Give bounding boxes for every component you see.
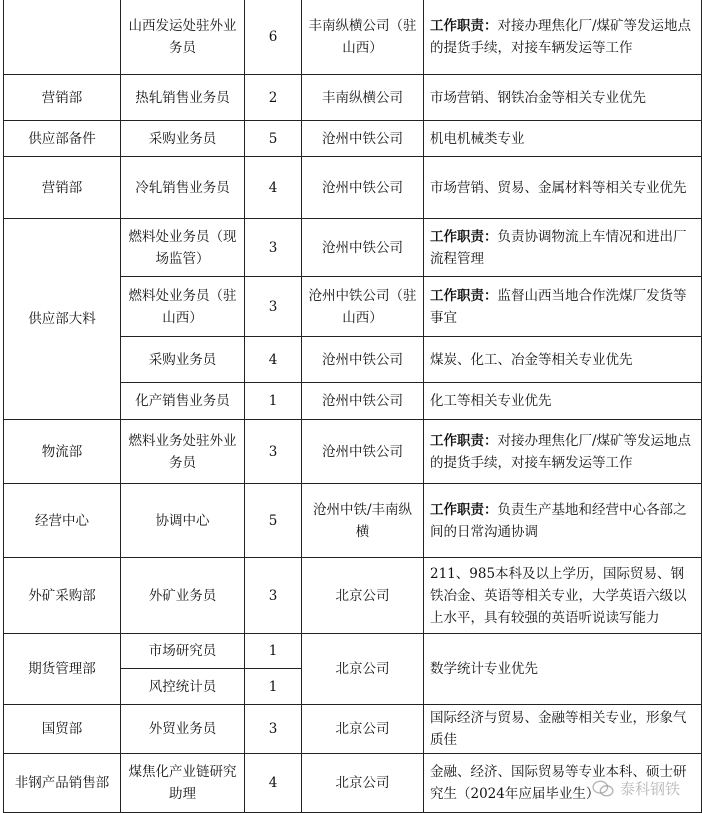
count-cell: 4	[245, 337, 302, 383]
dept-cell: 供应部备件	[4, 121, 121, 157]
position-cell: 外贸业务员	[121, 705, 245, 754]
requirement-cell: 化工等相关专业优先	[424, 383, 702, 420]
count-cell: 2	[245, 75, 302, 121]
count-cell: 3	[245, 277, 302, 337]
position-cell: 采购业务员	[121, 121, 245, 157]
table-row	[4, 219, 702, 277]
company-cell: 沧州中铁公司（驻山西）	[302, 277, 424, 337]
duty-label: 工作职责：	[430, 17, 498, 34]
count-cell: 3	[245, 705, 302, 754]
position-cell: 山西发运处驻外业务员	[121, 0, 245, 75]
position-cell: 采购业务员	[121, 337, 245, 383]
requirement-cell: 金融、经济、国际贸易等专业本科、硕士研究生（2024年应届毕业生）	[424, 754, 702, 813]
company-cell: 丰南纵横公司（驻山西）	[302, 0, 424, 75]
duty-label: 工作职责：	[430, 228, 498, 245]
requirement-text: 对接办理焦化厂/煤矿等发运地点的提货手续，对接车辆发运等工作	[430, 17, 692, 56]
dept-cell: 营销部	[4, 75, 121, 121]
duty-label: 工作职责：	[430, 287, 498, 304]
requirement-cell	[424, 277, 702, 337]
table-row	[4, 558, 702, 634]
requirement-cell	[424, 219, 702, 277]
requirement-cell	[424, 484, 702, 558]
company-cell: 沧州中铁公司	[302, 157, 424, 219]
requirement-cell: 市场营销、钢铁冶金等相关专业优先	[424, 75, 702, 121]
requirement-cell: 数学统计专业优先	[424, 634, 702, 705]
count-cell: 1	[245, 383, 302, 420]
requirement-cell: 市场营销、贸易、金属材料等相关专业优先	[424, 157, 702, 219]
company-cell: 沧州中铁公司	[302, 383, 424, 420]
count-cell: 4	[245, 157, 302, 219]
requirement-cell: 国际经济与贸易、金融等相关专业，形象气质佳	[424, 705, 702, 754]
table-row	[4, 420, 702, 484]
watermark-text: 泰科钢铁	[619, 780, 680, 798]
position-cell: 冷轧销售业务员	[121, 157, 245, 219]
requirement-cell: 机电机械类专业	[424, 121, 702, 157]
position-cell: 燃料业务处驻外业务员	[121, 420, 245, 484]
requirement-cell	[424, 420, 702, 484]
table-row	[4, 0, 702, 75]
table-row	[4, 121, 702, 157]
position-cell: 化产销售业务员	[121, 383, 245, 420]
dept-cell: 物流部	[4, 420, 121, 484]
table-row	[4, 484, 702, 558]
position-cell: 燃料处业务员（现场监管）	[121, 219, 245, 277]
duty-label: 工作职责：	[430, 432, 498, 449]
table-row	[4, 705, 702, 754]
count-cell: 6	[245, 0, 302, 75]
dept-cell: 营销部	[4, 157, 121, 219]
count-cell: 1	[245, 634, 302, 669]
requirement-text: 监督山西当地合作洗煤厂发货等事宜	[430, 287, 687, 326]
dept-cell: 供应部大料	[4, 219, 121, 420]
position-cell: 风控统计员	[121, 669, 245, 705]
requirement-cell: 煤炭、化工、冶金等相关专业优先	[424, 337, 702, 383]
count-cell: 4	[245, 754, 302, 813]
position-cell: 煤焦化产业链研究助理	[121, 754, 245, 813]
table-row	[4, 157, 702, 219]
requirement-cell	[424, 0, 702, 75]
table-row	[4, 75, 702, 121]
company-cell: 北京公司	[302, 558, 424, 634]
company-cell: 北京公司	[302, 754, 424, 813]
count-cell: 3	[245, 420, 302, 484]
dept-cell: 非钢产品销售部	[4, 754, 121, 813]
position-cell: 市场研究员	[121, 634, 245, 669]
position-cell: 热轧销售业务员	[121, 75, 245, 121]
count-cell: 1	[245, 669, 302, 705]
dept-cell: 期货管理部	[4, 634, 121, 705]
table-row	[4, 754, 702, 813]
count-cell: 3	[245, 558, 302, 634]
duty-label: 工作职责：	[430, 501, 498, 518]
job-table	[3, 0, 702, 813]
company-cell: 沧州中铁公司	[302, 121, 424, 157]
company-cell: 北京公司	[302, 705, 424, 754]
requirement-text: 负责生产基地和经营中心各部之间的日常沟通协调	[430, 501, 687, 540]
company-cell: 北京公司	[302, 634, 424, 705]
dept-cell: 国贸部	[4, 705, 121, 754]
count-cell: 5	[245, 121, 302, 157]
company-cell: 沧州中铁公司	[302, 337, 424, 383]
company-cell: 沧州中铁公司	[302, 420, 424, 484]
requirement-cell: 211、985本科及以上学历，国际贸易、钢铁冶金、英语等相关专业，大学英语六级以上水平，具有较强的英语听说读写能力	[424, 558, 702, 634]
position-cell: 外矿业务员	[121, 558, 245, 634]
dept-cell: 经营中心	[4, 484, 121, 558]
requirement-text: 对接办理焦化厂/煤矿等发运地点的提货手续，对接车辆发运等工作	[430, 432, 692, 471]
dept-cell: 外矿采购部	[4, 558, 121, 634]
count-cell: 5	[245, 484, 302, 558]
position-cell: 燃料处业务员（驻山西）	[121, 277, 245, 337]
company-cell: 沧州中铁公司	[302, 219, 424, 277]
company-cell: 沧州中铁/丰南纵横	[302, 484, 424, 558]
company-cell: 丰南纵横公司	[302, 75, 424, 121]
position-cell: 协调中心	[121, 484, 245, 558]
table-row	[4, 634, 702, 669]
count-cell: 3	[245, 219, 302, 277]
dept-cell	[4, 0, 121, 75]
requirement-text: 负责协调物流上车情况和进出厂流程管理	[430, 228, 687, 267]
